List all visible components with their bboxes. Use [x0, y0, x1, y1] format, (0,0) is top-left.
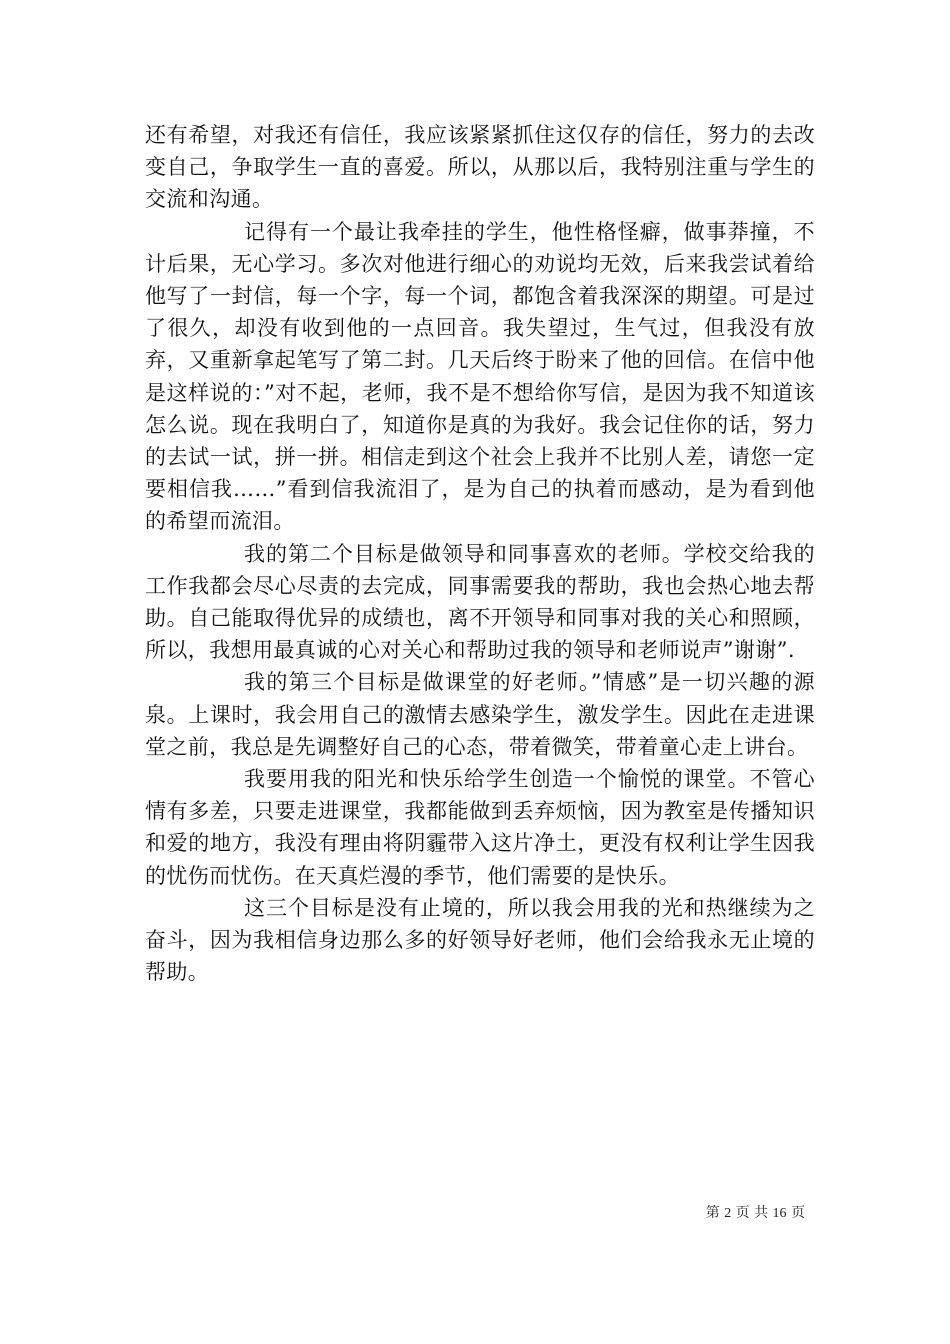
paragraph-4: 我的第三个目标是做课堂的好老师。”情感”是一切兴趣的源泉。上课时，我会用自己的激情去感染学生，激发学生。因此在走进课堂之前，我总是先调整好自己的心态，带着微笑，带着童心走上讲台。 — [145, 670, 815, 759]
page-footer — [600, 1204, 805, 1223]
footer-prefix: 第 — [705, 1205, 720, 1221]
current-page-number: 2 — [724, 1206, 732, 1221]
total-page-count: 16 — [772, 1206, 787, 1221]
footer-suffix: 页 — [791, 1205, 805, 1221]
paragraph-2: 记得有一个最让我牵挂的学生，他性格怪癖，做事莽撞，不计后果，无心学习。多次对他进行细心的劝说均无效，后来我尝试着给他写了一封信，每一个字，每一个词，都饱含着我深深的期望。可是过了很久，却没有收到他的一点回音。我失望过，生气过，但我没有放弃，又重新拿起笔写了第二封。几天后终于盼来了他的回信。在信中他是这样说的：”对不起，老师，我不是不想给你写信，是因为我不知道该怎么说。现在我明白了，知道你是真的为我好。我会记住你的话，努力的去试一试，拼一拼。相信走到这个社会上我并不比别人差，请您一定要相信我……”看到信我流泪了，是为自己的执着而感动，是为看到他的希望而流泪。 — [145, 219, 815, 534]
footer-middle: 页 共 — [735, 1205, 769, 1221]
body-text — [145, 119, 815, 988]
paragraph-6: 这三个目标是没有止境的，所以我会用我的光和热继续为之奋斗，因为我相信身边那么多的好领导好老师，他们会给我永无止境的帮助。 — [145, 895, 815, 985]
paragraph-5: 我要用我的阳光和快乐给学生创造一个愉悦的课堂。不管心情有多差，只要走进课堂，我都能做到丢弃烦恼，因为教室是传播知识和爱的地方，我没有理由将阴霾带入这片净土，更没有权利让学生因我的忧伤而忧伤。在天真烂漫的季节，他们需要的是快乐。 — [145, 767, 815, 888]
paragraph-1: 还有希望，对我还有信任，我应该紧紧抓住这仅存的信任，努力的去改变自己，争取学生一直的喜爱。所以，从那以后，我特别注重与学生的交流和沟通。 — [145, 123, 815, 212]
paragraph-3: 我的第二个目标是做领导和同事喜欢的老师。学校交给我的工作我都会尽心尽责的去完成，同事需要我的帮助，我也会热心地去帮助。自己能取得优异的成绩也，离不开领导和同事对我的关心和照顾，所以，我想用最真诚的心对关心和帮助过我的领导和老师说声”谢谢”. — [145, 541, 815, 663]
